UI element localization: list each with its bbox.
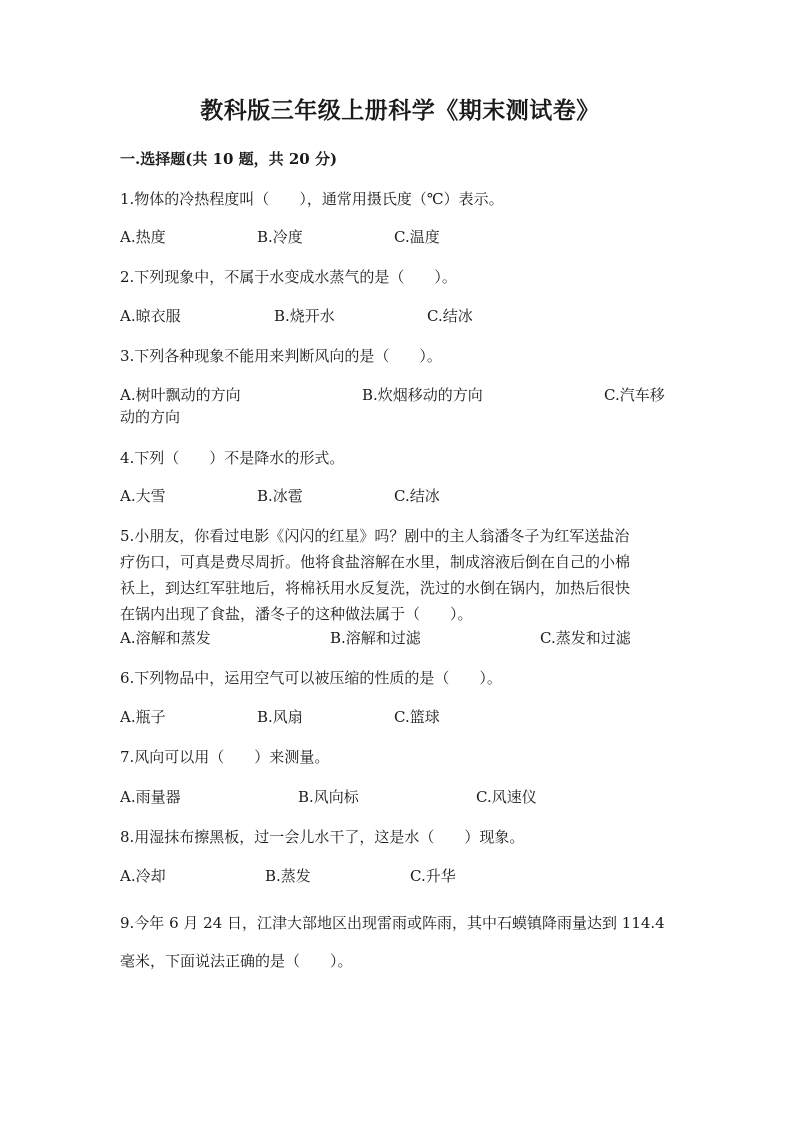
options-2	[120, 303, 700, 329]
question-6: 6.下列物品中，运用空气可以被压缩的性质的是（ ）。	[120, 669, 502, 687]
question-1: 1.物体的冷热程度叫（ ），通常用摄氏度（℃）表示。	[120, 190, 504, 208]
question-5-line-3: 袄上，到达红军驻地后，将棉袄用水反复洗，洗过的水倒在锅内，加热后很快	[120, 579, 631, 597]
option-5a[interactable]: A.溶解和蒸发	[120, 629, 211, 647]
page-title: 教科版三年级上册科学《期末测试卷》	[200, 97, 600, 124]
option-6a[interactable]: A.瓶子	[120, 708, 166, 726]
option-1b[interactable]: B.冷度	[257, 228, 303, 246]
option-4a[interactable]: A.大雪	[120, 487, 166, 505]
option-2a[interactable]: A.晾衣服	[120, 307, 181, 325]
question-9-line-1: 9.今年 6 月 24 日，江津大部地区出现雷雨或阵雨，其中石蟆镇降雨量达到 114.4	[120, 914, 665, 932]
question-4: 4.下列（ ）不是降水的形式。	[120, 449, 345, 467]
question-8: 8.用湿抹布擦黑板，过一会儿水干了，这是水（ ）现象。	[120, 828, 525, 846]
question-5-line-2: 疗伤口，可真是费尽周折。他将食盐溶解在水里，制成溶液后倒在自己的小棉	[120, 553, 631, 571]
options-8	[120, 863, 700, 889]
question-9-line-2: 毫米，下面说法正确的是（ ）。	[120, 952, 353, 970]
option-7b[interactable]: B.风向标	[298, 788, 359, 806]
option-3c[interactable]: C.汽车移	[604, 386, 665, 404]
option-3a[interactable]: A.树叶飘动的方向	[120, 386, 241, 404]
option-2b[interactable]: B.烧开水	[274, 307, 335, 325]
option-8c[interactable]: C.升华	[410, 867, 456, 885]
question-5-line-4: 在锅内出现了食盐，潘冬子的这种做法属于（ ）。	[120, 605, 473, 623]
option-8b[interactable]: B.蒸发	[265, 867, 311, 885]
question-3: 3.下列各种现象不能用来判断风向的是（ ）。	[120, 347, 442, 365]
question-5-line-1: 5.小朋友，你看过电影《闪闪的红星》吗？剧中的主人翁潘冬子为红军送盐治	[120, 527, 630, 545]
option-5c[interactable]: C.蒸发和过滤	[540, 629, 631, 647]
option-3b[interactable]: B.炊烟移动的方向	[362, 386, 483, 404]
options-3	[120, 382, 700, 408]
option-1c[interactable]: C.温度	[394, 228, 440, 246]
option-4b[interactable]: B.冰雹	[257, 487, 303, 505]
question-7: 7.风向可以用（ ）来测量。	[120, 748, 330, 766]
section-heading: 一.选择题(共 10 题，共 20 分)	[120, 150, 338, 168]
option-5b[interactable]: B.溶解和过滤	[330, 629, 421, 647]
options-1	[120, 224, 700, 250]
option-6b[interactable]: B.风扇	[257, 708, 303, 726]
options-7	[120, 784, 700, 810]
options-4	[120, 483, 700, 509]
option-8a[interactable]: A.冷却	[120, 867, 166, 885]
option-1a[interactable]: A.热度	[120, 228, 166, 246]
option-4c[interactable]: C.结冰	[394, 487, 440, 505]
question-5	[120, 523, 690, 627]
option-7a[interactable]: A.雨量器	[120, 788, 181, 806]
option-7c[interactable]: C.风速仪	[476, 788, 537, 806]
question-9	[120, 904, 690, 980]
option-6c[interactable]: C.篮球	[394, 708, 440, 726]
option-2c[interactable]: C.结冰	[427, 307, 473, 325]
option-3c-wrap: 动的方向	[120, 408, 181, 426]
question-2: 2.下列现象中，不属于水变成水蒸气的是（ ）。	[120, 268, 457, 286]
options-5	[120, 625, 700, 651]
options-6	[120, 704, 700, 730]
